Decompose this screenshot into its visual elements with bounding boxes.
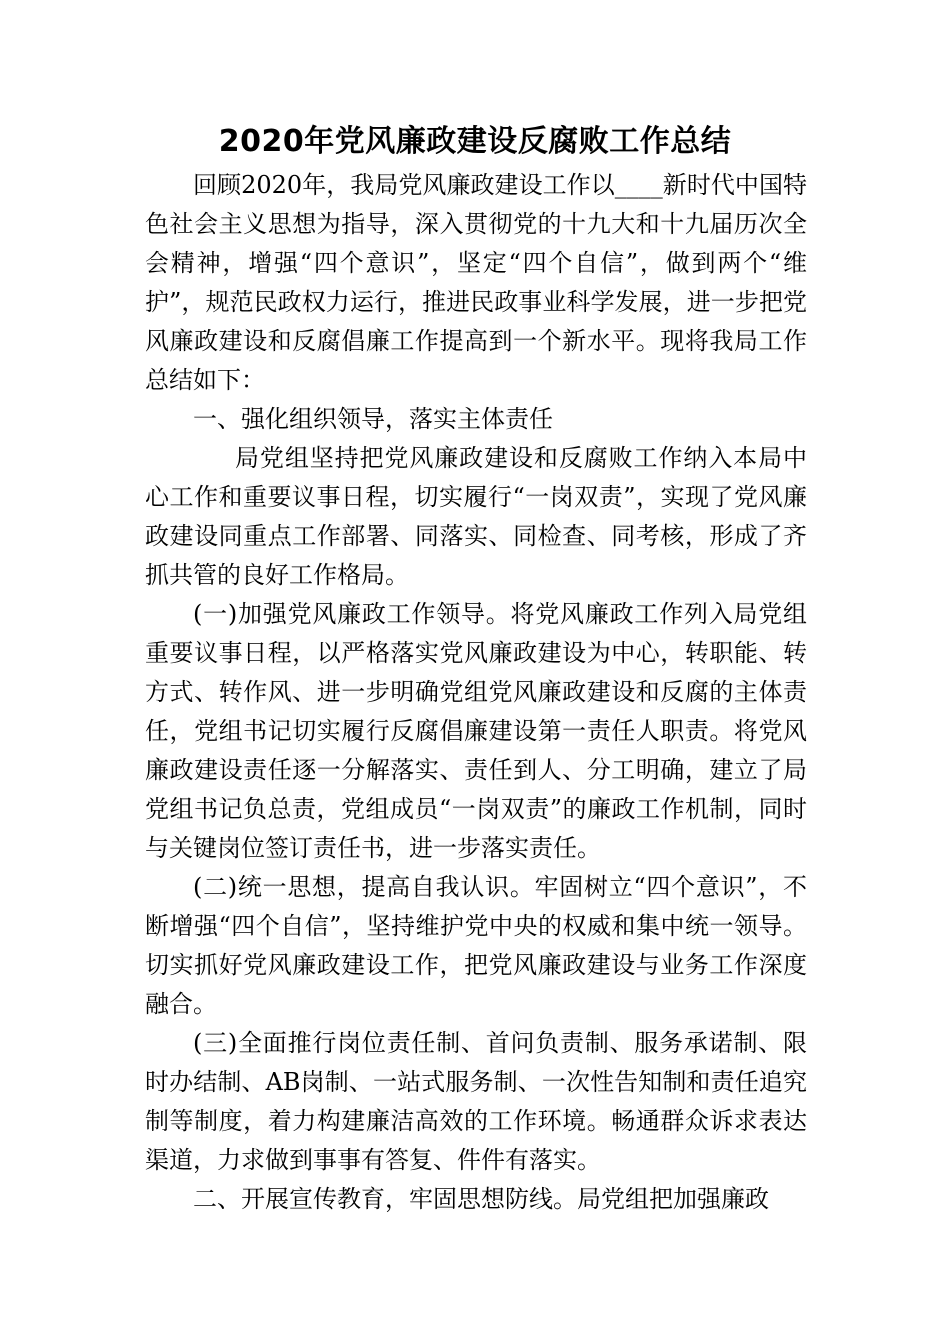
document-body xyxy=(145,166,807,1219)
paragraph-section-1: 局党组坚持把党风廉政建设和反腐败工作纳入本局中心工作和重要议事日程，切实履行“一岗双责”，实现了党风廉政建设同重点工作部署、同落实、同检查、同考核，形成了齐抓共管的良好工作格局。 xyxy=(145,444,807,589)
paragraph-item-1: (一)加强党风廉政工作领导。将党风廉政工作列入局党组重要议事日程，以严格落实党风廉政建设为中心，转职能、转方式、转作风、进一步明确党组党风廉政建设和反腐的主体责任，党组书记切实履行反腐倡廉建设第一责任人职责。将党风廉政建设责任逐一分解落实、责任到人、分工明确，建立了局党组书记负总责，党组成员“一岗双责”的廉政工作机制，同时与关键岗位签订责任书，进一步落实责任。 xyxy=(145,600,807,862)
document-title: 2020年党风廉政建设反腐败工作总结 xyxy=(218,124,732,159)
section-heading-2: 二、开展宣传教育，牢固思想防线。局党组把加强廉政 xyxy=(193,1185,769,1213)
paragraph-intro: 回顾2020年，我局党风廉政建设工作以____新时代中国特色社会主义思想为指导，深入贯彻党的十九大和十九届历次全会精神，增强“四个意识”，坚定“四个自信”，做到两个“维护”，规范民政权力运行，推进民政事业科学发展，进一步把党风廉政建设和反腐倡廉工作提高到一个新水平。现将我局工作总结如下： xyxy=(145,171,807,394)
section-heading-1: 一、强化组织领导，落实主体责任 xyxy=(193,405,553,433)
paragraph-item-3: (三)全面推行岗位责任制、首问负责制、服务承诺制、限时办结制、AB岗制、一站式服务制、一次性告知制和责任追究制等制度，着力构建廉洁高效的工作环境。畅通群众诉求表达渠道，力求做到事事有答复、件件有落实。 xyxy=(145,1029,807,1174)
paragraph-item-2: (二)统一思想，提高自我认识。牢固树立“四个意识”，不断增强“四个自信”，坚持维护党中央的权威和集中统一领导。切实抓好党风廉政建设工作，把党风廉政建设与业务工作深度融合。 xyxy=(145,873,807,1018)
